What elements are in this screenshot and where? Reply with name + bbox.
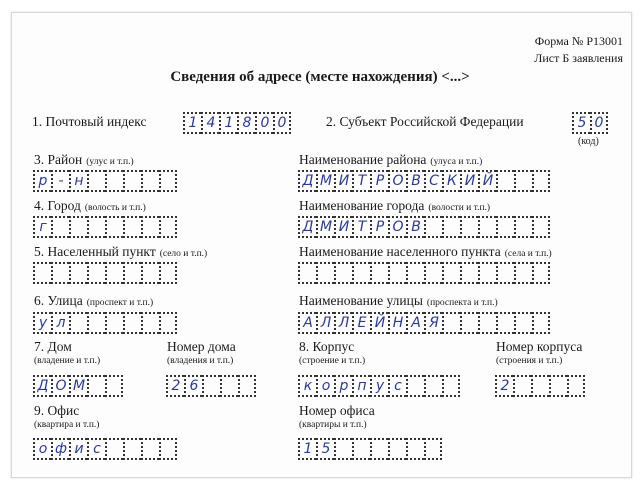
char-cell[interactable] <box>123 216 141 238</box>
char-cell[interactable] <box>123 438 141 460</box>
char-cell[interactable] <box>514 312 532 334</box>
char-cell[interactable]: И <box>460 170 478 192</box>
district-name-label-group <box>299 151 482 169</box>
city-name-label: Наименование города <box>299 198 425 213</box>
district-label-small: (улус и т.п.) <box>86 157 134 167</box>
char-cell[interactable] <box>159 312 177 334</box>
city-cells[interactable] <box>33 216 177 238</box>
building-number-label: Номер корпуса <box>496 339 583 354</box>
char-cell[interactable]: о <box>33 438 51 460</box>
char-cell[interactable] <box>123 262 141 284</box>
char-cell[interactable] <box>87 170 105 192</box>
char-cell[interactable] <box>105 438 123 460</box>
char-cell[interactable] <box>123 170 141 192</box>
char-cell[interactable]: О <box>388 216 406 238</box>
office-number-label: Номер офиса <box>299 403 375 418</box>
char-cell[interactable] <box>334 438 352 460</box>
char-cell[interactable]: И <box>334 216 352 238</box>
subject-label: 2. Субъект Российской Федерации <box>326 114 524 129</box>
char-cell[interactable] <box>442 312 460 334</box>
char-cell[interactable] <box>388 262 406 284</box>
char-cell[interactable] <box>442 375 460 397</box>
char-cell[interactable]: С <box>424 170 442 192</box>
char-cell[interactable] <box>496 216 514 238</box>
office-label: 9. Офис <box>34 403 80 418</box>
char-cell[interactable] <box>352 262 370 284</box>
char-cell[interactable]: К <box>442 170 460 192</box>
building-cells[interactable] <box>298 375 460 397</box>
district-name-cells[interactable] <box>298 170 550 192</box>
city-name-cells[interactable] <box>298 216 550 238</box>
city-label-small: (волость и т.п.) <box>84 203 146 213</box>
house-number-label: Номер дома <box>167 339 236 354</box>
char-cell[interactable]: М <box>69 375 87 397</box>
char-cell[interactable]: Т <box>352 170 370 192</box>
char-cell[interactable] <box>406 262 424 284</box>
settlement-name-label-group <box>299 243 552 261</box>
street-label-small: (проспект и т.п.) <box>86 298 154 308</box>
char-cell[interactable]: А <box>406 312 424 334</box>
char-cell[interactable]: к <box>298 375 316 397</box>
char-cell[interactable] <box>141 216 159 238</box>
char-cell[interactable]: 1 <box>298 438 316 460</box>
char-cell[interactable]: М <box>316 216 334 238</box>
char-cell[interactable]: Е <box>352 312 370 334</box>
char-cell[interactable] <box>460 216 478 238</box>
char-cell[interactable]: 1 <box>183 112 201 134</box>
char-cell[interactable]: 1 <box>219 112 237 134</box>
building-label-small: (строение и т.п.) <box>299 356 366 366</box>
char-cell[interactable] <box>478 216 496 238</box>
char-cell[interactable] <box>334 262 352 284</box>
page-title: Сведения об адресе (месте нахождения) <...> <box>170 69 470 85</box>
char-cell[interactable] <box>406 438 424 460</box>
char-cell[interactable] <box>514 262 532 284</box>
char-cell[interactable] <box>87 216 105 238</box>
char-cell[interactable]: О <box>51 375 69 397</box>
char-cell[interactable] <box>442 216 460 238</box>
house-label-small: (владение и т.п.) <box>34 356 101 366</box>
postal-index-label: 1. Почтовый индекс <box>32 114 147 129</box>
char-cell[interactable]: Н <box>388 312 406 334</box>
char-cell[interactable] <box>141 262 159 284</box>
char-cell[interactable]: И <box>334 170 352 192</box>
char-cell[interactable]: Р <box>370 216 388 238</box>
char-cell[interactable]: и <box>69 438 87 460</box>
settlement-name-label: Наименование населенного пункта <box>299 244 501 259</box>
street-name-label-small: (проспекта и т.п.) <box>426 298 498 308</box>
char-cell[interactable] <box>87 312 105 334</box>
char-cell[interactable] <box>424 262 442 284</box>
char-cell[interactable]: Р <box>370 170 388 192</box>
char-cell[interactable]: р <box>334 375 352 397</box>
char-cell[interactable] <box>87 375 105 397</box>
district-label: 3. Район <box>34 152 83 167</box>
char-cell[interactable]: Л <box>316 312 334 334</box>
char-cell[interactable] <box>532 312 550 334</box>
char-cell[interactable]: Л <box>334 312 352 334</box>
street-cells[interactable] <box>33 312 177 334</box>
char-cell[interactable] <box>513 375 531 397</box>
char-cell[interactable]: л <box>51 312 69 334</box>
char-cell[interactable] <box>105 262 123 284</box>
char-cell[interactable] <box>531 375 549 397</box>
char-cell[interactable] <box>141 312 159 334</box>
char-cell[interactable]: Д <box>298 216 316 238</box>
char-cell[interactable]: 0 <box>273 112 291 134</box>
city-name-label-group <box>299 197 490 215</box>
settlement-label-small: (село и т.п.) <box>159 249 208 259</box>
char-cell[interactable] <box>532 170 550 192</box>
settlement-name-label-small: (села и т.п.) <box>504 249 552 259</box>
char-cell[interactable]: 8 <box>237 112 255 134</box>
building-label: 8. Корпус <box>299 339 355 354</box>
char-cell[interactable]: Й <box>370 312 388 334</box>
house-number-cells[interactable] <box>166 375 256 397</box>
char-cell[interactable] <box>105 375 123 397</box>
office-cells[interactable] <box>33 438 177 460</box>
char-cell[interactable] <box>532 262 550 284</box>
district-name-label-small: (улуса и т.п.) <box>430 157 483 167</box>
char-cell[interactable]: 5 <box>316 438 334 460</box>
settlement-name-cells[interactable] <box>298 262 550 284</box>
char-cell[interactable] <box>69 312 87 334</box>
office-number-cells[interactable] <box>298 438 442 460</box>
char-cell[interactable] <box>316 262 334 284</box>
house-cells[interactable] <box>33 375 123 397</box>
char-cell[interactable] <box>352 438 370 460</box>
char-cell[interactable]: с <box>388 375 406 397</box>
subject-code-note: (код) <box>578 136 599 147</box>
char-cell[interactable]: п <box>352 375 370 397</box>
char-cell[interactable] <box>567 375 585 397</box>
street-label: 6. Улица <box>34 293 83 308</box>
street-label-group <box>34 292 153 310</box>
char-cell[interactable]: ф <box>51 438 69 460</box>
char-cell[interactable]: р <box>33 170 51 192</box>
char-cell[interactable] <box>51 262 69 284</box>
char-cell[interactable] <box>496 262 514 284</box>
char-cell[interactable]: Д <box>33 375 51 397</box>
char-cell[interactable] <box>105 216 123 238</box>
char-cell[interactable] <box>69 216 87 238</box>
char-cell[interactable]: Я <box>424 312 442 334</box>
char-cell[interactable]: Й <box>478 170 496 192</box>
char-cell[interactable]: с <box>87 438 105 460</box>
char-cell[interactable]: 6 <box>184 375 202 397</box>
settlement-label-group <box>34 243 207 261</box>
sheet-label: Лист Б заявления <box>534 51 623 65</box>
char-cell[interactable] <box>424 438 442 460</box>
char-cell[interactable] <box>478 262 496 284</box>
office-number-label-small: (квартиры и т.п.) <box>299 420 367 430</box>
city-name-label-small: (волости и т.п.) <box>428 203 491 213</box>
char-cell[interactable] <box>141 438 159 460</box>
char-cell[interactable]: А <box>298 312 316 334</box>
char-cell[interactable] <box>159 262 177 284</box>
char-cell[interactable] <box>496 312 514 334</box>
char-cell[interactable] <box>549 375 567 397</box>
city-label: 4. Город <box>34 198 81 213</box>
district-cells[interactable] <box>33 170 177 192</box>
char-cell[interactable]: у <box>33 312 51 334</box>
char-cell[interactable] <box>496 170 514 192</box>
char-cell[interactable] <box>478 312 496 334</box>
char-cell[interactable] <box>424 375 442 397</box>
char-cell[interactable]: - <box>51 170 69 192</box>
settlement-cells[interactable] <box>33 262 177 284</box>
district-name-label: Наименование района <box>299 152 427 167</box>
building-number-label-small: (строения и т.п.) <box>496 356 563 366</box>
char-cell[interactable] <box>159 216 177 238</box>
building-number-cells[interactable] <box>495 375 585 397</box>
house-number-label-small: (владения и т.п.) <box>167 356 234 366</box>
char-cell[interactable]: 2 <box>495 375 513 397</box>
district-label-group <box>34 151 134 169</box>
form-number: Форма № Р13001 <box>534 34 623 48</box>
char-cell[interactable] <box>370 262 388 284</box>
street-name-cells[interactable] <box>298 312 550 334</box>
char-cell[interactable] <box>406 375 424 397</box>
char-cell[interactable] <box>123 312 141 334</box>
char-cell[interactable] <box>532 216 550 238</box>
settlement-label: 5. Населенный пункт <box>34 244 156 259</box>
city-label-group <box>34 197 146 215</box>
char-cell[interactable] <box>159 170 177 192</box>
char-cell[interactable] <box>51 216 69 238</box>
house-label: 7. Дом <box>34 339 72 354</box>
subject-code-cells[interactable] <box>572 112 608 134</box>
char-cell[interactable] <box>298 262 316 284</box>
char-cell[interactable] <box>220 375 238 397</box>
street-name-label-group <box>299 292 498 310</box>
char-cell[interactable] <box>424 216 442 238</box>
char-cell[interactable]: о <box>316 375 334 397</box>
char-cell[interactable] <box>105 170 123 192</box>
char-cell[interactable]: В <box>406 170 424 192</box>
char-cell[interactable] <box>442 262 460 284</box>
char-cell[interactable] <box>159 438 177 460</box>
char-cell[interactable]: О <box>388 170 406 192</box>
char-cell[interactable]: у <box>370 375 388 397</box>
char-cell[interactable]: Т <box>352 216 370 238</box>
char-cell[interactable] <box>514 216 532 238</box>
char-cell[interactable]: н <box>69 170 87 192</box>
char-cell[interactable] <box>105 312 123 334</box>
char-cell[interactable]: 0 <box>590 112 608 134</box>
char-cell[interactable] <box>238 375 256 397</box>
char-cell[interactable] <box>370 438 388 460</box>
char-cell[interactable]: М <box>316 170 334 192</box>
char-cell[interactable] <box>460 262 478 284</box>
char-cell[interactable]: г <box>33 216 51 238</box>
postal-index-cells[interactable] <box>183 112 291 134</box>
char-cell[interactable] <box>202 375 220 397</box>
char-cell[interactable] <box>87 262 105 284</box>
char-cell[interactable]: Д <box>298 170 316 192</box>
char-cell[interactable] <box>141 170 159 192</box>
char-cell[interactable] <box>514 170 532 192</box>
char-cell[interactable]: 2 <box>166 375 184 397</box>
char-cell[interactable]: 5 <box>572 112 590 134</box>
char-cell[interactable] <box>460 312 478 334</box>
office-label-small: (квартира и т.п.) <box>34 420 100 430</box>
char-cell[interactable] <box>69 262 87 284</box>
char-cell[interactable]: В <box>406 216 424 238</box>
char-cell[interactable]: 0 <box>255 112 273 134</box>
char-cell[interactable]: 4 <box>201 112 219 134</box>
char-cell[interactable] <box>388 438 406 460</box>
street-name-label: Наименование улицы <box>299 293 423 308</box>
char-cell[interactable] <box>33 262 51 284</box>
